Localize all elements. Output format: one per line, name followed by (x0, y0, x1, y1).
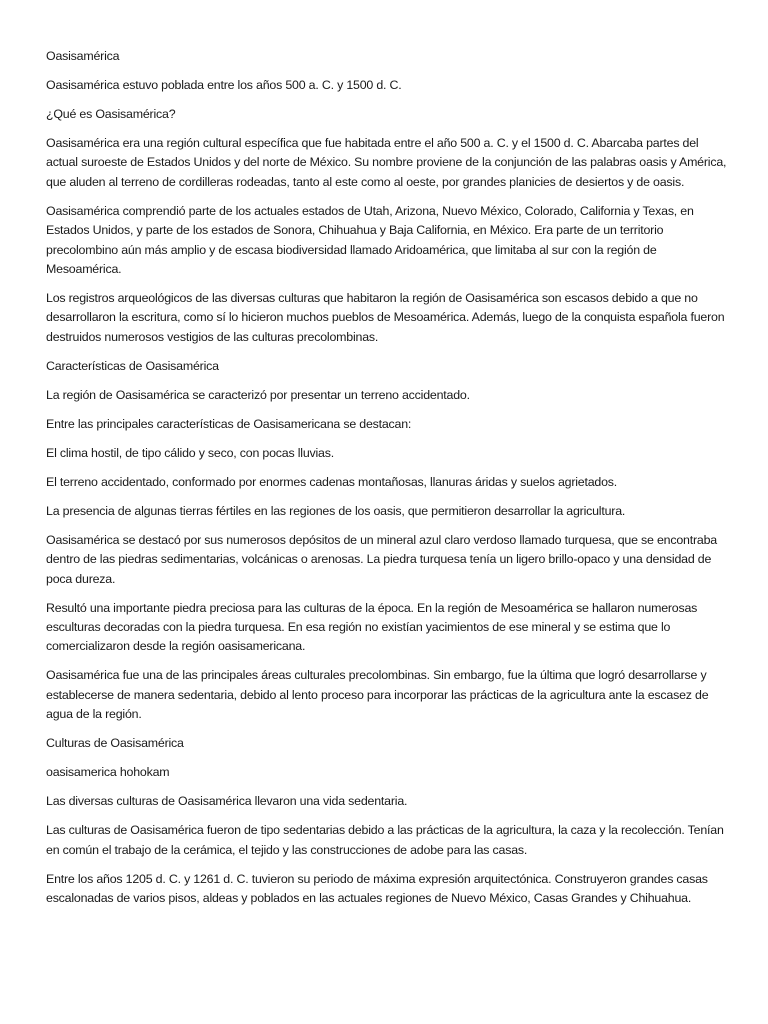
paragraph: Entre las principales características de Oasisamericana se destacan: (46, 416, 412, 431)
section-heading: Características de Oasisamérica (46, 358, 219, 373)
document-title: Oasisamérica (46, 49, 120, 63)
paragraph: Las diversas culturas de Oasisamérica llevaron una vida sedentaria. (46, 794, 408, 809)
paragraph: Los registros arqueológicos de las diversas culturas que habitaron la región de Oasisamérica son escasos debido a que no desarrollaron la escritura, como sí lo hicieron muchos pueblos de Mesoamérica. Además, luego de la conquista española fueron destruidos numerosos vestigios de las culturas precolombinas. (46, 291, 725, 344)
paragraph: El clima hostil, de tipo cálido y seco, con pocas lluvias. (46, 445, 334, 460)
document-page (46, 47, 730, 918)
section-heading: Culturas de Oasisamérica (46, 736, 184, 751)
paragraph: Entre los años 1205 d. C. y 1261 d. C. tuvieron su periodo de máxima expresión arquitectónica. Construyeron grandes casas escalonadas de varios pisos, aldeas y poblados en las actuales regiones de Nuevo México, Casas Grandes y Chihuahua. (46, 871, 708, 906)
paragraph: Oasisamérica se destacó por sus numerosos depósitos de un mineral azul claro verdoso llamado turquesa, que se encontraba dentro de las piedras sedimentarias, volcánicas o arenosas. La piedra turquesa tenía un ligero brillo-opaco y una densidad de poca dureza. (46, 532, 717, 586)
paragraph: Oasisamérica estuvo poblada entre los años 500 a. C. y 1500 d. C. (46, 78, 402, 92)
section-heading: ¿Qué es Oasisamérica? (46, 107, 176, 121)
paragraph: Oasisamérica fue una de las principales áreas culturales precolombinas. Sin embargo, fue la última que logró desarrollarse y establecerse de manera sedentaria, debido al lento proceso para incorporar las prácticas de la agricultura ante la escasez de agua de la región. (46, 668, 709, 722)
paragraph: El terreno accidentado, conformado por enormes cadenas montañosas, llanuras áridas y suelos agrietados. (46, 474, 618, 489)
paragraph: La presencia de algunas tierras fértiles en las regiones de los oasis, que permitieron desarrollar la agricultura. (46, 503, 626, 518)
paragraph: La región de Oasisamérica se caracterizó por presentar un terreno accidentado. (46, 387, 470, 402)
image-caption: oasisamerica hohokam (46, 765, 170, 780)
paragraph: Las culturas de Oasisamérica fueron de tipo sedentarias debido a las prácticas de la agricultura, la caza y la recolección. Tenían en común el trabajo de la cerámica, el tejido y las construcciones de adobe para las casas. (46, 823, 724, 857)
paragraph: Oasisamérica era una región cultural específica que fue habitada entre el año 500 a. C. y el 1500 d. C. Abarcaba partes del actual suroeste de Estados Unidos y del norte de México. Su nombre proviene de la conjunción de las palabras oasis y América, que aluden al terreno de cordilleras rodeadas, tanto al este como al oeste, por grandes planicies de desiertos y de oasis. (46, 136, 727, 189)
paragraph: Oasisamérica comprendió parte de los actuales estados de Utah, Arizona, Nuevo México, Colorado, California y Texas, en Estados Unidos, y parte de los estados de Sonora, Chihuahua y Baja California, en México. Era parte de un territorio precolombino aún más amplio y de escasa biodiversidad llamado Aridoamérica, que limitaba al sur con la región de Mesoamérica. (46, 203, 694, 277)
paragraph: Resultó una importante piedra preciosa para las culturas de la época. En la región de Mesoamérica se hallaron numerosas esculturas decoradas con la piedra turquesa. En esa región no existían yacimientos de ese mineral y se estima que lo comercializaron desde la región oasisamericana. (46, 600, 698, 654)
